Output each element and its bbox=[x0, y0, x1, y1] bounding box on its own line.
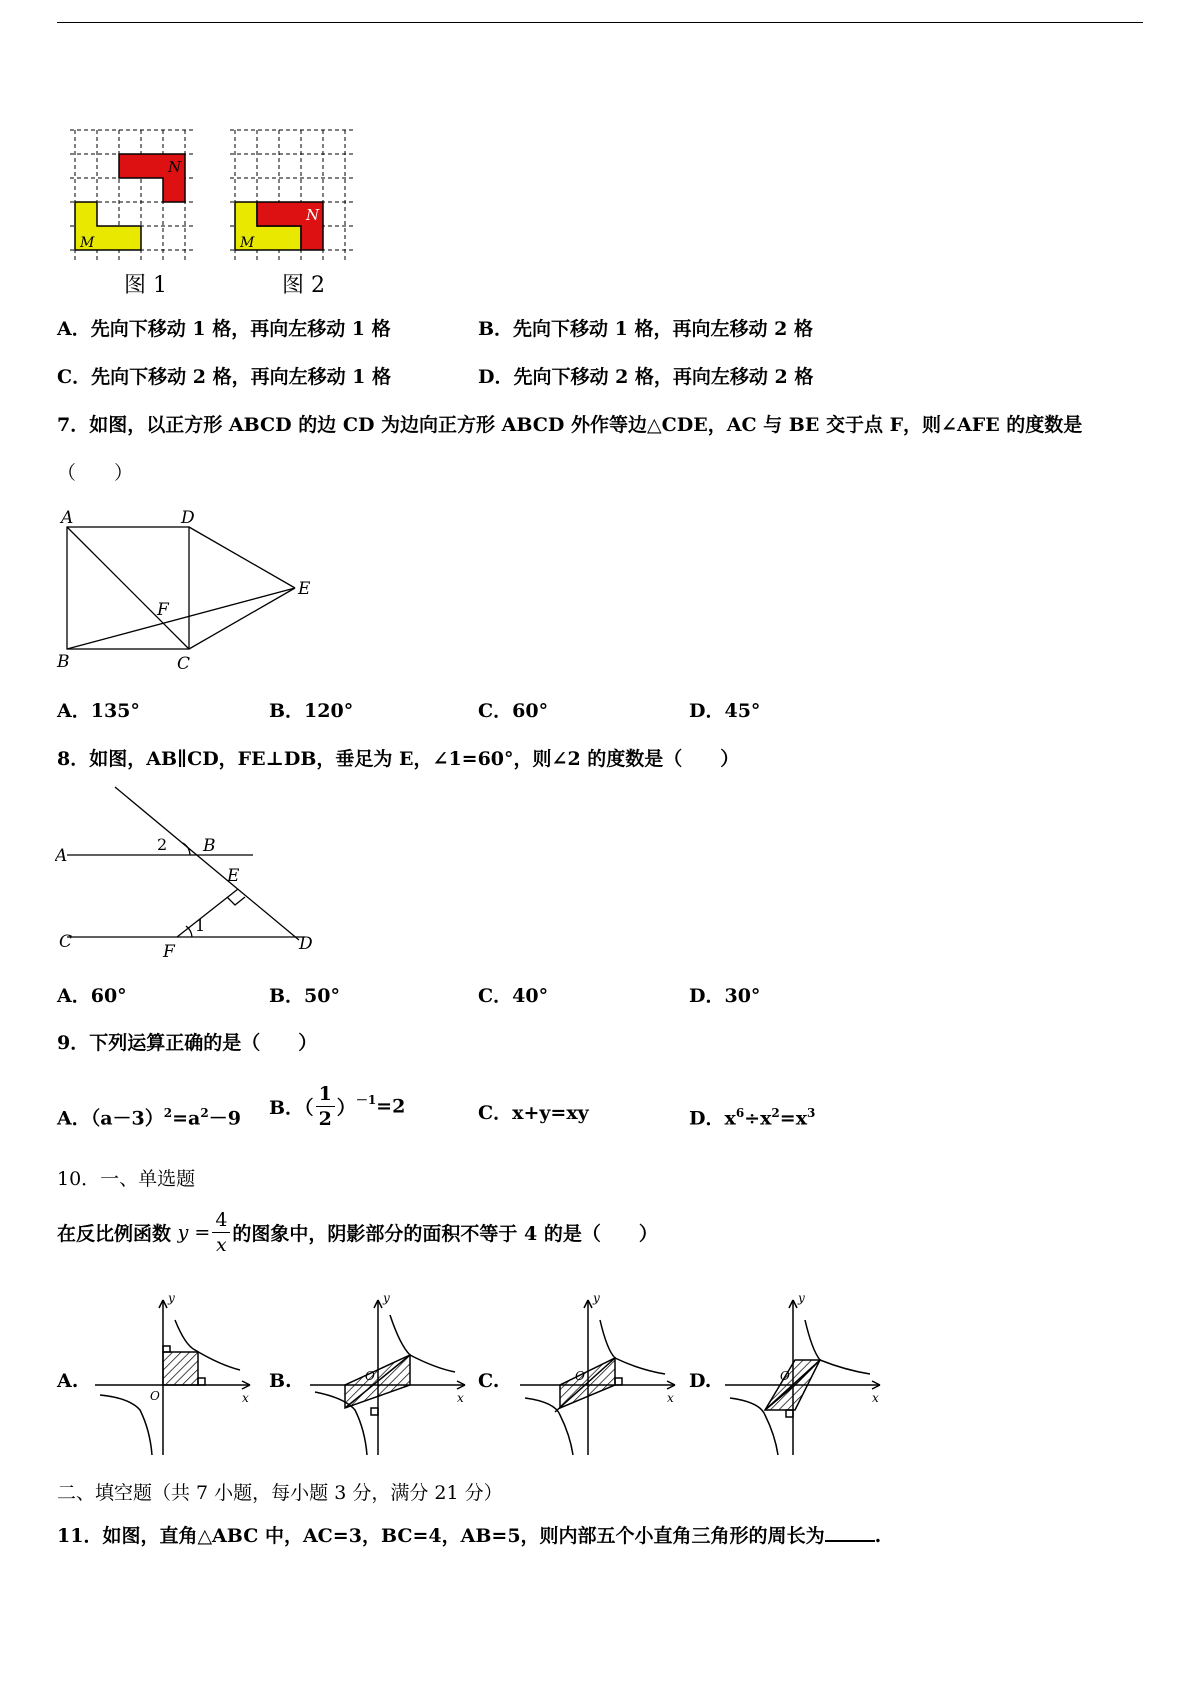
graph-d-y: y bbox=[798, 1291, 805, 1305]
header-rule bbox=[57, 22, 1143, 23]
q7-option-c: C．60° bbox=[478, 700, 549, 722]
graph-a-y: y bbox=[168, 1291, 175, 1305]
graph-d-x: x bbox=[872, 1391, 879, 1405]
q8-option-b: B．50° bbox=[269, 985, 340, 1007]
section-2-heading: 二、填空题（共 7 小题，每小题 3 分，满分 21 分） bbox=[57, 1482, 503, 1504]
q7-label-d: D bbox=[181, 508, 195, 528]
graph-c bbox=[520, 1300, 675, 1455]
q8-label-e: E bbox=[227, 866, 240, 886]
label-m-fig1: M bbox=[80, 235, 95, 251]
q6-option-d: D．先向下移动 2 格，再向左移动 2 格 bbox=[478, 366, 814, 388]
answer-blank bbox=[825, 1522, 875, 1542]
q7-label-f: F bbox=[157, 600, 169, 620]
q7-option-a: A．135° bbox=[57, 700, 140, 722]
q10-graphs bbox=[90, 1290, 900, 1460]
graph-a-x: x bbox=[242, 1391, 249, 1405]
q9-option-b: B．（ $\frac{1}{2}$ ）$^{-1}$=2 bbox=[269, 1083, 406, 1130]
q10-option-d: D. bbox=[689, 1370, 712, 1392]
label-n-fig2: N bbox=[306, 206, 320, 224]
q8-text: 8．如图，AB∥CD，FE⊥DB，垂足为 E，∠1=60°，则∠2 的度数是（ ） bbox=[57, 748, 740, 770]
q9-option-c: C．x+y=xy bbox=[478, 1102, 589, 1124]
graph-d-o: O bbox=[780, 1369, 790, 1383]
q9-option-d: D．$x^6\div x^2=x^3$ bbox=[689, 1106, 816, 1130]
q8-label-2: 2 bbox=[157, 835, 168, 854]
q9-text: 9．下列运算正确的是（ ） bbox=[57, 1032, 318, 1054]
graph-b-y: y bbox=[383, 1291, 390, 1305]
q7-label-e: E bbox=[298, 579, 311, 599]
q10-option-a: A. bbox=[57, 1370, 79, 1392]
q8-option-c: C．40° bbox=[478, 985, 549, 1007]
fraction: $\frac{4}{x}$ bbox=[212, 1208, 230, 1257]
q7-label-a: A bbox=[61, 508, 74, 528]
q7-label-b: B bbox=[57, 652, 70, 672]
q7-option-d: D．45° bbox=[689, 700, 761, 722]
q8-label-f: F bbox=[163, 942, 175, 960]
q6-option-a: A．先向下移动 1 格，再向左移动 1 格 bbox=[57, 318, 391, 340]
q8-option-a: A．60° bbox=[57, 985, 127, 1007]
label-n-fig1: N bbox=[168, 158, 182, 176]
fraction: $\frac{1}{2}$ bbox=[316, 1082, 335, 1131]
q11-text: 11．如图，直角△ABC 中，AC=3，BC=4，AB=5，则内部五个小直角三角形的周长为 . bbox=[57, 1522, 881, 1549]
q7-option-b: B．120° bbox=[269, 700, 354, 722]
q10-stem: 在反比例函数 y = $\frac{4}{x}$ 的图象中，阴影部分的面积不等于 4 的是（ ） bbox=[57, 1209, 658, 1256]
graph-d bbox=[725, 1300, 880, 1455]
q6-option-b: B．先向下移动 1 格，再向左移动 2 格 bbox=[478, 318, 813, 340]
graph-c-o: O bbox=[575, 1369, 585, 1383]
q8-label-1: 1 bbox=[195, 916, 206, 935]
q8-option-d: D．30° bbox=[689, 985, 761, 1007]
q7-paren: （ ） bbox=[57, 462, 134, 484]
caption-figure-2: 图 2 bbox=[282, 273, 325, 298]
graph-a-o: O bbox=[150, 1389, 160, 1403]
graph-b-x: x bbox=[457, 1391, 464, 1405]
q10-text: 10．一、单选题 bbox=[57, 1168, 196, 1190]
caption-figure-1: 图 1 bbox=[124, 273, 167, 298]
q6-figure bbox=[60, 120, 380, 300]
q8-label-c: C bbox=[59, 932, 73, 952]
graph-c-x: x bbox=[667, 1391, 674, 1405]
q8-label-a: A bbox=[55, 846, 68, 866]
q7-label-c: C bbox=[177, 654, 191, 674]
q6-option-c: C．先向下移动 2 格，再向左移动 1 格 bbox=[57, 366, 392, 388]
q7-figure bbox=[55, 505, 320, 675]
q8-label-d: D bbox=[299, 934, 313, 954]
q7-text: 7．如图，以正方形 ABCD 的边 CD 为边向正方形 ABCD 外作等边△CDE，AC 与 BE 交于点 F，则∠AFE 的度数是 bbox=[57, 414, 1083, 436]
q9-option-a: A．$(a-3)^2=a^2-9$ bbox=[57, 1106, 241, 1130]
graph-c-y: y bbox=[593, 1291, 600, 1305]
graph-a bbox=[95, 1300, 250, 1455]
q10-option-c: C. bbox=[478, 1370, 500, 1392]
q8-label-b: B bbox=[203, 836, 216, 856]
graph-b-o: O bbox=[365, 1369, 375, 1383]
graph-b bbox=[310, 1300, 465, 1455]
label-m-fig2: M bbox=[240, 235, 255, 251]
q10-option-b: B. bbox=[269, 1370, 292, 1392]
q8-figure bbox=[55, 785, 325, 960]
